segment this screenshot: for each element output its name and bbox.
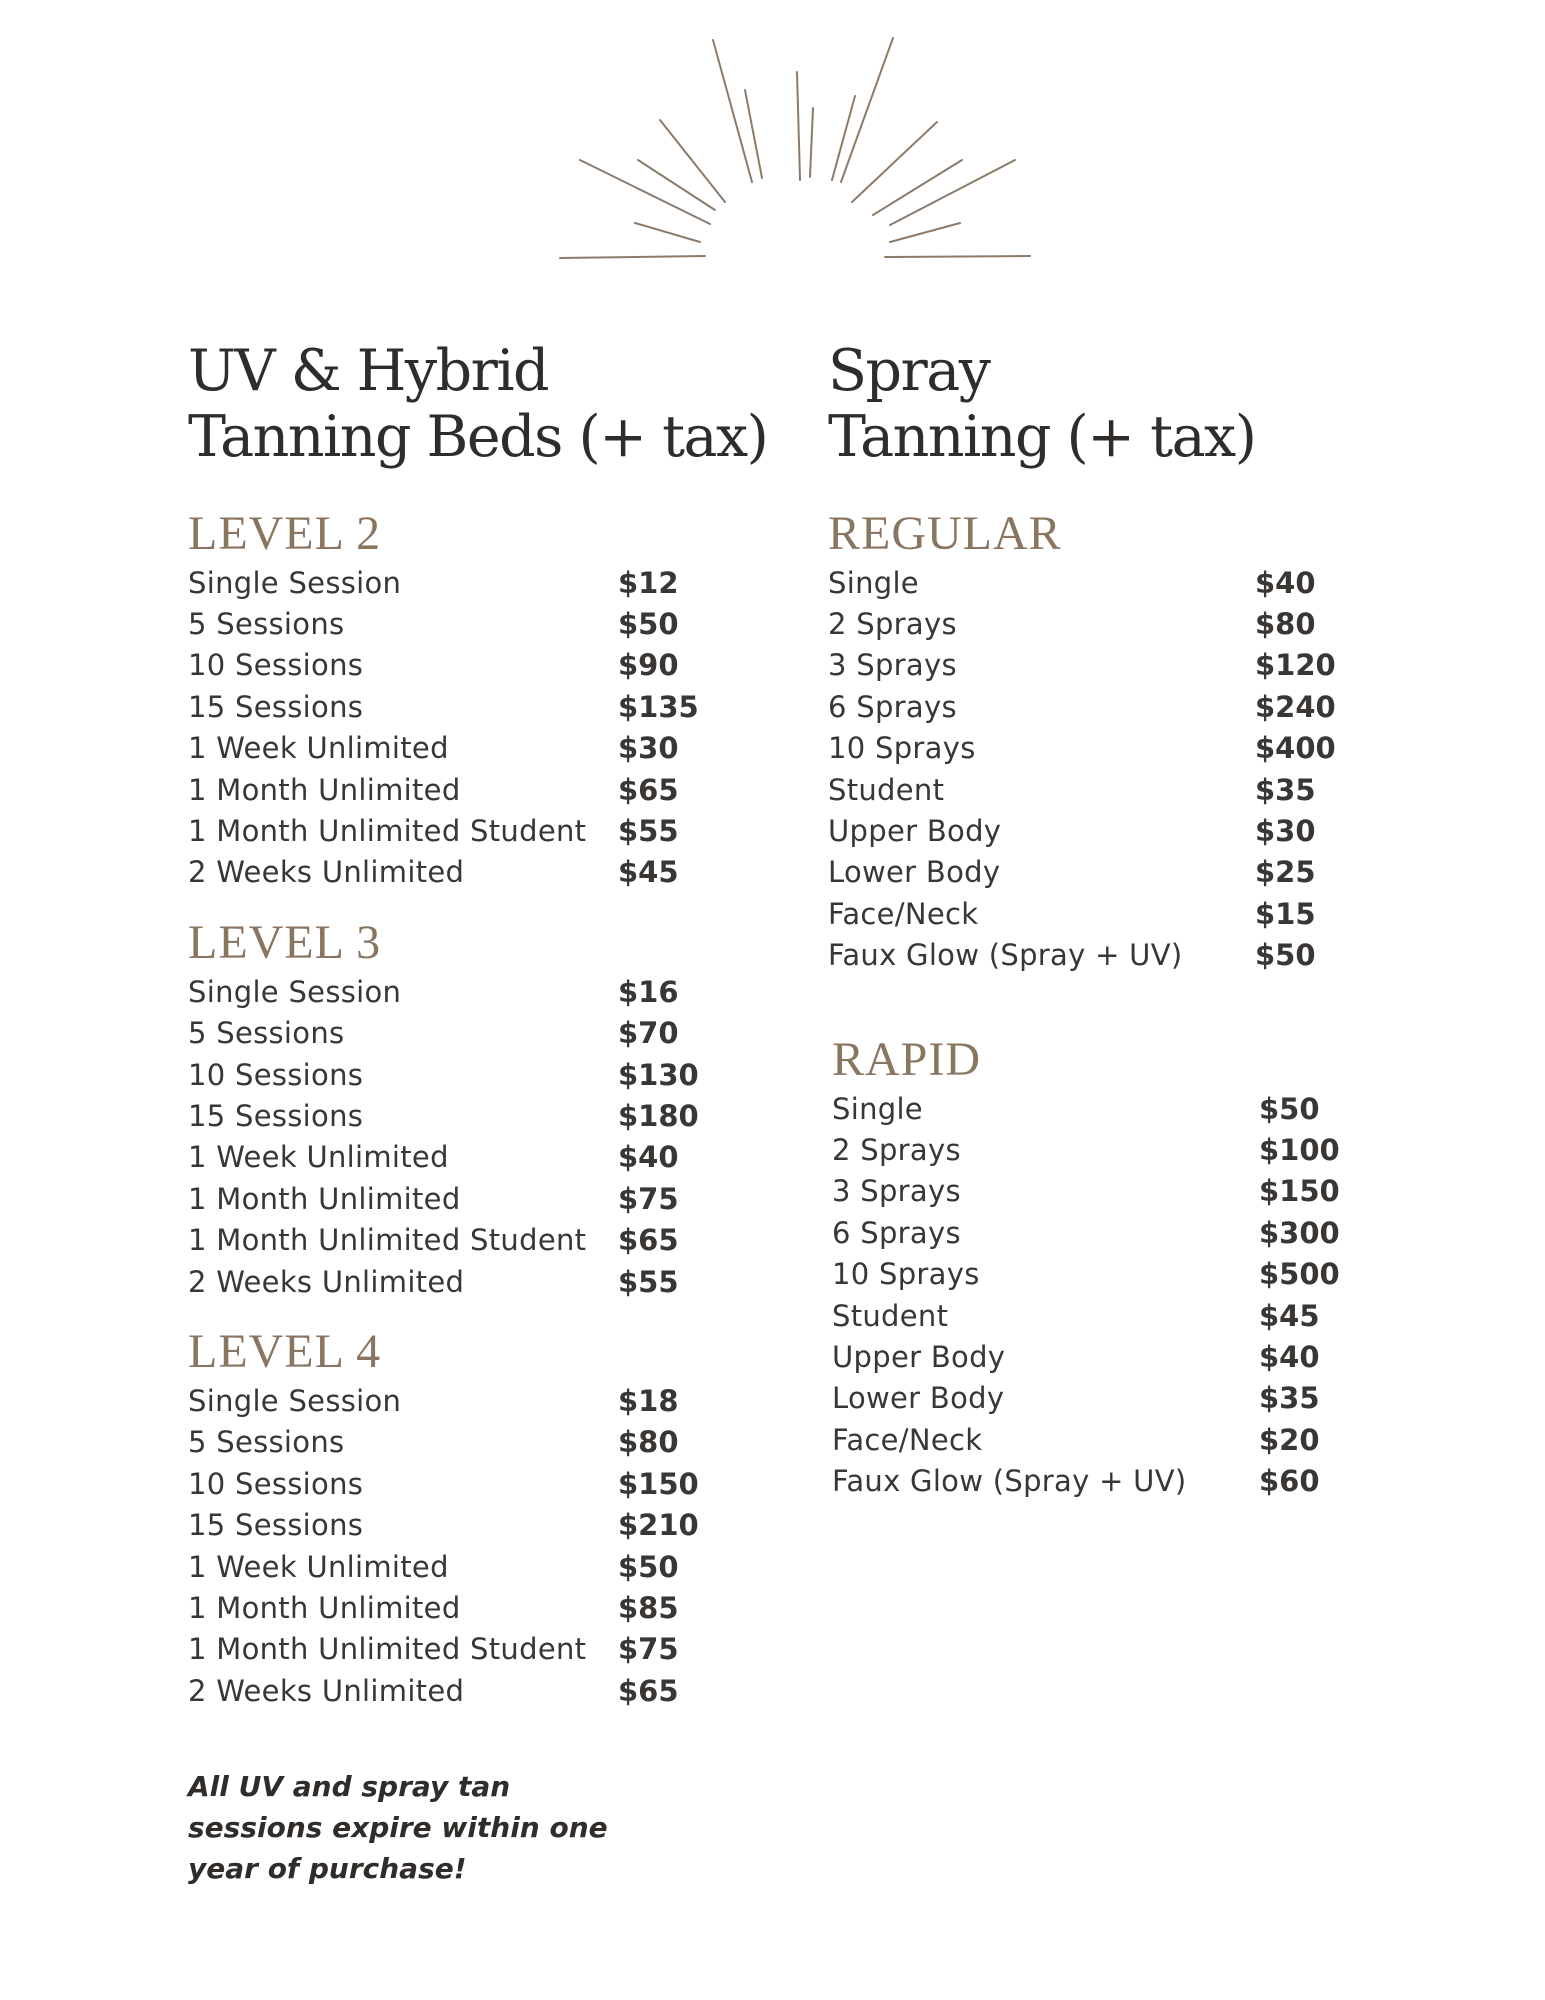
item-price: $70 — [618, 1016, 679, 1051]
item-name: 5 Sessions — [188, 1425, 345, 1460]
item-name: 10 Sessions — [188, 1466, 364, 1501]
price-row — [832, 1336, 1388, 1377]
item-price: $75 — [618, 1181, 679, 1216]
price-row — [832, 1295, 1388, 1336]
item-price: $16 — [618, 974, 679, 1009]
item-name: 6 Sprays — [832, 1215, 961, 1250]
item-name: 15 Sessions — [188, 1508, 364, 1543]
price-row — [188, 1261, 788, 1302]
item-name: 10 Sprays — [832, 1257, 980, 1292]
item-price: $20 — [1259, 1422, 1320, 1457]
price-row — [188, 1463, 788, 1504]
item-price: $75 — [618, 1632, 679, 1667]
spray-tanning-column — [828, 338, 1388, 1502]
item-price: $35 — [1259, 1381, 1320, 1416]
item-price: $50 — [618, 607, 679, 642]
item-price: $65 — [618, 1223, 679, 1258]
item-name: Face/Neck — [832, 1422, 983, 1457]
uv-level-2-section — [188, 506, 788, 893]
item-name: 1 Week Unlimited — [188, 1140, 449, 1175]
uv-tanning-title — [188, 338, 788, 470]
price-row — [828, 852, 1388, 893]
item-price: $135 — [618, 689, 699, 724]
item-price: $180 — [618, 1098, 699, 1133]
item-price: $55 — [618, 1264, 679, 1299]
item-price: $40 — [1259, 1339, 1320, 1374]
item-name: 10 Sprays — [828, 731, 976, 766]
price-row — [188, 603, 788, 644]
item-name: 2 Weeks Unlimited — [188, 1264, 465, 1299]
item-price: $40 — [1255, 565, 1316, 600]
price-row — [188, 728, 788, 769]
spray-tanning-title — [828, 338, 1388, 470]
item-price: $50 — [1255, 938, 1316, 973]
item-price: $500 — [1259, 1257, 1340, 1292]
item-price: $210 — [618, 1508, 699, 1543]
item-name: 1 Month Unlimited — [188, 772, 461, 807]
item-name: Student — [828, 772, 945, 807]
item-name: 15 Sessions — [188, 689, 364, 724]
item-name: Upper Body — [828, 814, 1002, 849]
item-name: Lower Body — [828, 855, 1001, 890]
item-name: 2 Weeks Unlimited — [188, 855, 465, 890]
item-name: 10 Sessions — [188, 1057, 364, 1092]
item-price: $240 — [1255, 689, 1336, 724]
uv-tanning-column — [188, 338, 788, 1711]
item-name: 5 Sessions — [188, 1016, 345, 1051]
item-price: $80 — [618, 1425, 679, 1460]
item-price: $80 — [1255, 607, 1316, 642]
item-price: $65 — [618, 1673, 679, 1708]
item-price: $55 — [618, 814, 679, 849]
item-name: Single Session — [188, 565, 402, 600]
price-row — [188, 1546, 788, 1587]
price-row — [828, 893, 1388, 934]
uv-level-4-section — [188, 1324, 788, 1711]
price-list — [188, 971, 788, 1302]
item-name: 3 Sprays — [828, 648, 957, 683]
item-name: 5 Sessions — [188, 607, 345, 642]
item-price: $150 — [618, 1466, 699, 1501]
item-price: $65 — [618, 772, 679, 807]
item-price: $300 — [1259, 1215, 1340, 1250]
item-name: Faux Glow (Spray + UV) — [828, 938, 1183, 973]
item-name: 1 Month Unlimited Student — [188, 1223, 587, 1258]
price-row — [188, 971, 788, 1012]
item-name: Upper Body — [832, 1339, 1006, 1374]
item-name: Lower Body — [832, 1381, 1005, 1416]
price-row — [832, 1378, 1388, 1419]
price-row — [188, 1013, 788, 1054]
price-row — [832, 1460, 1388, 1501]
item-name: Single — [828, 565, 919, 600]
price-row — [188, 645, 788, 686]
item-name: Student — [832, 1298, 949, 1333]
item-name: 2 Weeks Unlimited — [188, 1673, 465, 1708]
price-row — [188, 852, 788, 893]
price-row — [828, 603, 1388, 644]
item-price: $400 — [1255, 731, 1336, 766]
price-row — [832, 1419, 1388, 1460]
item-price: $45 — [1259, 1298, 1320, 1333]
price-row — [832, 1088, 1388, 1129]
price-row — [828, 562, 1388, 603]
price-row — [188, 1219, 788, 1260]
section-heading: LEVEL 4 — [188, 1325, 382, 1379]
item-name: 15 Sessions — [188, 1098, 364, 1133]
spray-regular-section — [828, 506, 1388, 976]
item-name: 1 Month Unlimited — [188, 1590, 461, 1625]
item-name: 1 Week Unlimited — [188, 1549, 449, 1584]
price-row — [188, 810, 788, 851]
item-name: 1 Week Unlimited — [188, 731, 449, 766]
item-price: $45 — [618, 855, 679, 890]
spray-title-line1: Spray — [828, 338, 990, 404]
item-price: $90 — [618, 648, 679, 683]
price-list — [188, 562, 788, 893]
price-row — [828, 645, 1388, 686]
price-row — [188, 686, 788, 727]
price-row — [828, 769, 1388, 810]
item-name: Faux Glow (Spray + UV) — [832, 1464, 1187, 1499]
item-price: $25 — [1255, 855, 1316, 890]
uv-level-3-section — [188, 915, 788, 1302]
spray-title-line2: Tanning (+ tax) — [828, 404, 1256, 470]
item-price: $18 — [618, 1383, 679, 1418]
item-name: 1 Month Unlimited Student — [188, 814, 587, 849]
price-row — [832, 1171, 1388, 1212]
item-price: $50 — [1259, 1091, 1320, 1126]
price-row — [188, 562, 788, 603]
price-row — [188, 1422, 788, 1463]
price-list — [188, 1380, 788, 1711]
price-row — [828, 686, 1388, 727]
item-name: Single — [832, 1091, 923, 1126]
price-row — [828, 935, 1388, 976]
item-name: 2 Sprays — [828, 607, 957, 642]
item-name: Single Session — [188, 974, 402, 1009]
item-name: 2 Sprays — [832, 1132, 961, 1167]
spray-rapid-section — [832, 1032, 1388, 1502]
price-row — [188, 1670, 788, 1711]
price-row — [188, 1054, 788, 1095]
item-name: Face/Neck — [828, 896, 979, 931]
item-name: 10 Sessions — [188, 648, 364, 683]
price-row — [832, 1212, 1388, 1253]
price-row — [828, 728, 1388, 769]
item-price: $100 — [1259, 1132, 1340, 1167]
price-row — [188, 1587, 788, 1628]
price-row — [832, 1129, 1388, 1170]
sunburst-icon — [540, 30, 1050, 270]
price-row — [188, 769, 788, 810]
price-row — [828, 810, 1388, 851]
item-price: $35 — [1255, 772, 1316, 807]
price-row — [188, 1095, 788, 1136]
item-price: $30 — [1255, 814, 1316, 849]
section-heading: LEVEL 2 — [188, 507, 382, 560]
item-price: $15 — [1255, 896, 1316, 931]
item-price: $30 — [618, 731, 679, 766]
item-name: 6 Sprays — [828, 689, 957, 724]
expiry-note: All UV and spray tan sessions expire within one year of purchase! — [188, 1770, 608, 1885]
price-row — [188, 1380, 788, 1421]
item-price: $12 — [618, 565, 679, 600]
price-row — [188, 1629, 788, 1670]
item-price: $130 — [618, 1057, 699, 1092]
item-price: $60 — [1259, 1464, 1320, 1499]
item-price: $40 — [618, 1140, 679, 1175]
price-list — [828, 562, 1388, 976]
item-name: 1 Month Unlimited Student — [188, 1632, 587, 1667]
section-heading: RAPID — [832, 1032, 982, 1086]
uv-title-line2: Tanning Beds (+ tax) — [188, 404, 768, 470]
price-row — [188, 1504, 788, 1545]
item-name: 1 Month Unlimited — [188, 1181, 461, 1216]
item-price: $50 — [618, 1549, 679, 1584]
uv-title-line1: UV & Hybrid — [188, 338, 549, 404]
price-row — [832, 1253, 1388, 1294]
section-heading: REGULAR — [828, 507, 1062, 560]
item-name: Single Session — [188, 1383, 402, 1418]
price-row — [188, 1137, 788, 1178]
item-name: 3 Sprays — [832, 1174, 961, 1209]
item-price: $150 — [1259, 1174, 1340, 1209]
price-list — [832, 1088, 1388, 1502]
section-heading: LEVEL 3 — [188, 916, 382, 970]
price-row — [188, 1178, 788, 1219]
item-price: $85 — [618, 1590, 679, 1625]
item-price: $120 — [1255, 648, 1336, 683]
